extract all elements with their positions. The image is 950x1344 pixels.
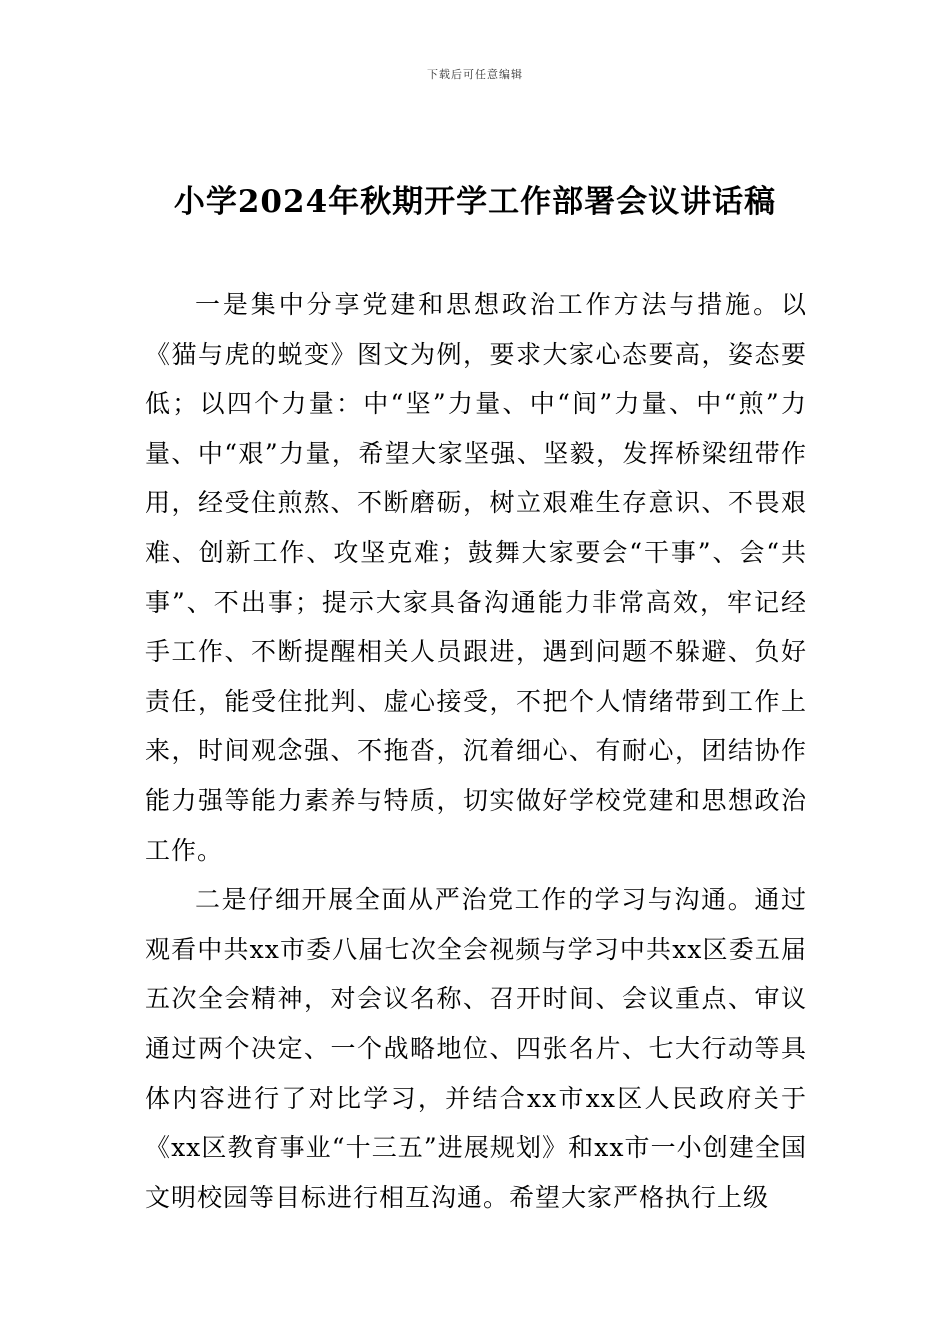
header-note: 下载后可任意编辑 — [427, 68, 523, 81]
paragraph-2: 二是仔细开展全面从严治党工作的学习与沟通。通过观看中共xx市委八届七次全会视频与学习中共xx区委五届五次全会精神，对会议名称、召开时间、会议重点、审议通过两个决定、一个战略地位、四张名片、七大行动等具体内容进行了对比学习，并结合xx市xx区人民政府关于《xx区教育事业“十三五”进展规划》和xx市一小创建全国文明校园等目标进行相互沟通。希望大家严格执行上级 — [145, 885, 807, 1212]
paragraph-1: 一是集中分享党建和思想政治工作方法与措施。以《猫与虎的蜕变》图文为例，要求大家心态要高，姿态要低；以四个力量：中“坚”力量、中“间”力量、中“煎”力量、中“艰”力量，希望大家坚强、坚毅，发挥桥梁纽带作用，经受住煎熬、不断磨砺，树立艰难生存意识、不畏艰难、创新工作、攻坚克难；鼓舞大家要会“干事”、会“共事”、不出事；提示大家具备沟通能力非常高效，牢记经手工作、不断提醒相关人员跟进，遇到问题不躲避、负好责任，能受住批判、虚心接受，不把个人情绪带到工作上来，时间观念强、不拖沓，沉着细心、有耐心，团结协作能力强等能力素养与特质，切实做好学校党建和思想政治工作。 — [145, 290, 807, 865]
document-title: 小学2024年秋期开学工作部署会议讲话稿 — [173, 184, 777, 220]
document-body — [145, 280, 807, 1222]
